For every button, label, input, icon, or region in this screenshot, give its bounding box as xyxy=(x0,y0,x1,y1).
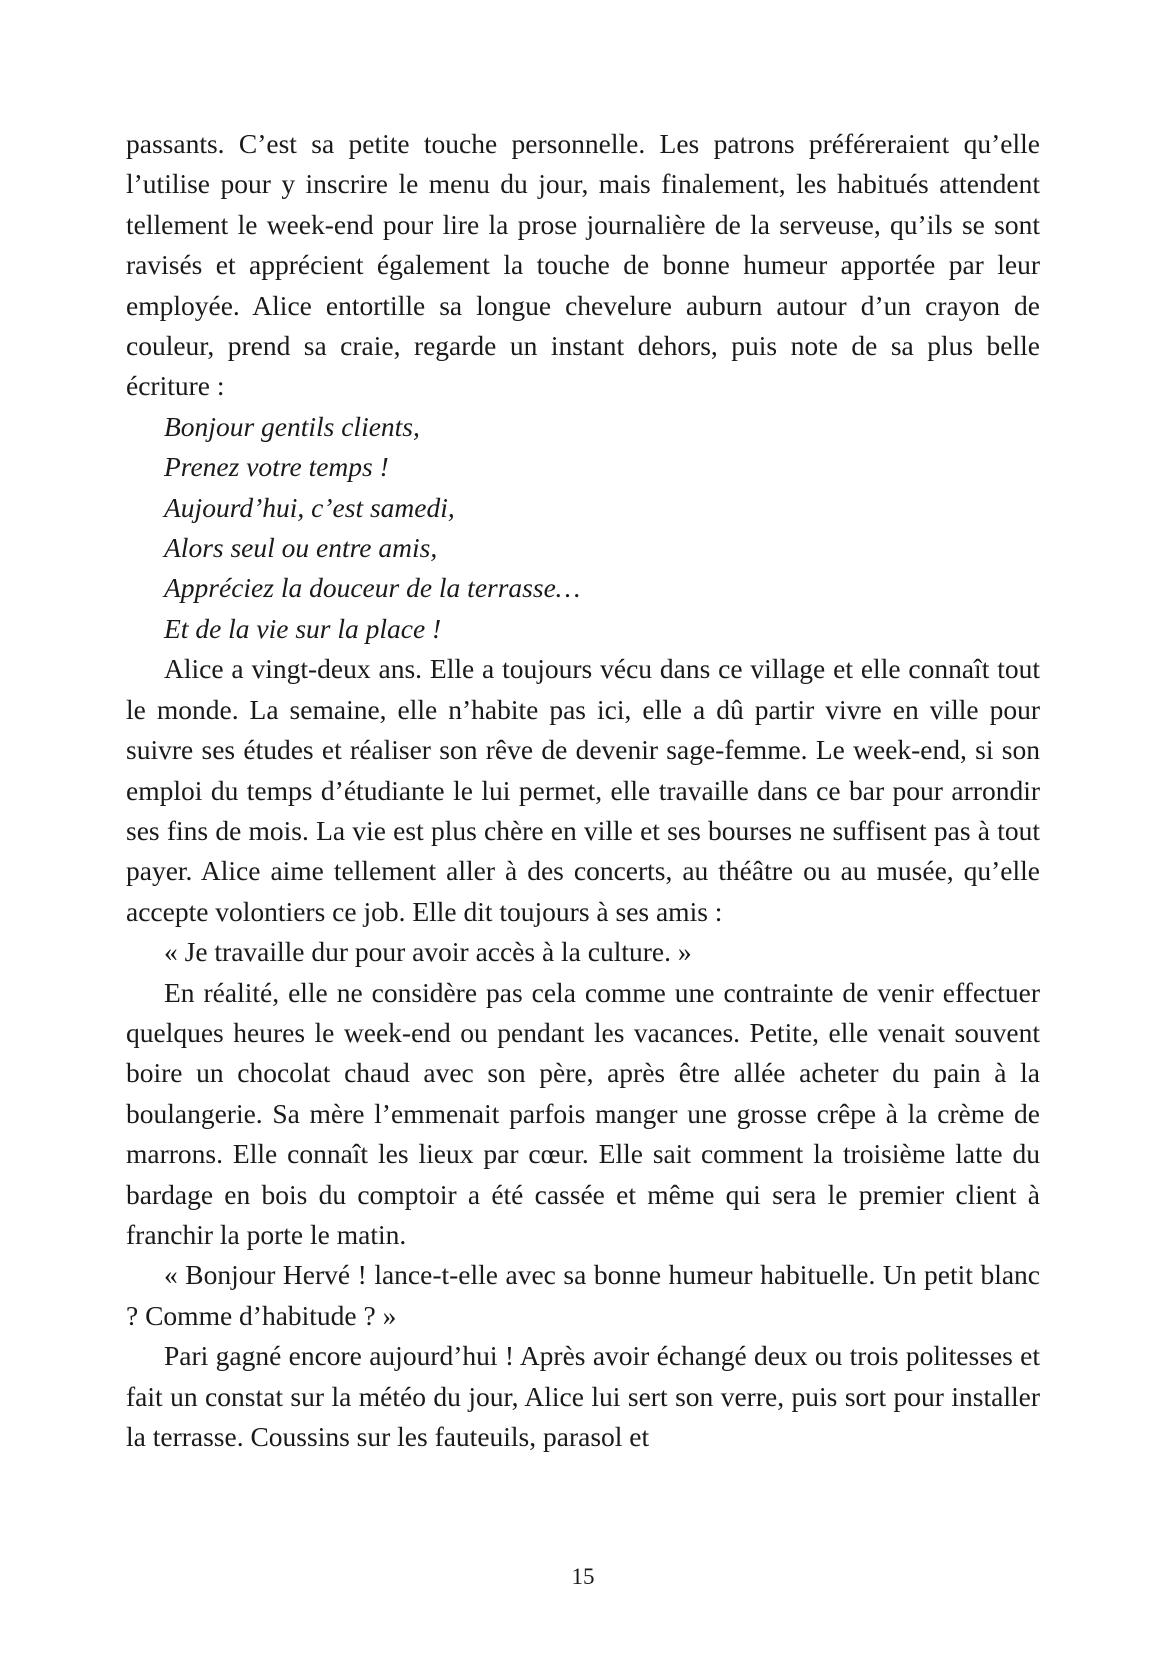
poem-line: Et de la vie sur la place ! xyxy=(164,612,442,644)
paragraph: Pari gagné encore aujourd’hui ! Après avoir échangé deux ou trois politesses et fait un constat sur la météo du jour, Alice lui sert son verre, puis sort pour installer la terrasse. Coussins sur les fauteuils, parasol et xyxy=(126,1340,1040,1452)
poem-line: Prenez votre temps ! xyxy=(164,451,389,483)
paragraph-dialogue: « Bonjour Hervé ! lance-t-elle avec sa bonne humeur habituelle. Un petit blanc ? Comme d’habitude ? » xyxy=(126,1259,1040,1331)
body-text xyxy=(126,124,1040,1457)
paragraph: Alice a vingt-deux ans. Elle a toujours vécu dans ce village et elle connaît tout le monde. La semaine, elle n’habite pas ici, elle a dû partir vivre en ville pour suivre ses études et réaliser son rêve de devenir sage-femme. Le week-end, si son emploi du temps d’étudiante le lui permet, elle travaille dans ce bar pour arrondir ses fins de mois. La vie est plus chère en ville et ses bourses ne suffisent pas à tout payer. Alice aime tellement aller à des concerts, au théâtre ou au musée, qu’elle accepte volontiers ce job. Elle dit toujours à ses amis : xyxy=(126,653,1040,927)
poem-line: Aujourd’hui, c’est samedi, xyxy=(164,491,455,523)
poem-line: Appréciez la douceur de la terrasse… xyxy=(164,572,581,604)
poem-line: Bonjour gentils clients, xyxy=(164,410,420,442)
paragraph-quote: « Je travaille dur pour avoir accès à la culture. » xyxy=(164,936,692,968)
page-number: 15 xyxy=(571,1564,595,1589)
paragraph-continued: passants. C’est sa petite touche personnelle. Les patrons préféreraient qu’elle l’utilise pour y inscrire le menu du jour, mais finalement, les habitués attendent tellement le week-end pour lire la prose journalière de la serveuse, qu’ils se sont ravisés et apprécient également la touche de bonne humeur apportée par leur employée. Alice entortille sa longue chevelure auburn autour d’un crayon de couleur, prend sa craie, regarde un instant dehors, puis note de sa plus belle écriture : xyxy=(126,128,1040,402)
paragraph: En réalité, elle ne considère pas cela comme une contrainte de venir effectuer quelques heures le week-end ou pendant les vacances. Petite, elle venait souvent boire un chocolat chaud avec son père, après être allée acheter du pain à la boulangerie. Sa mère l’emmenait parfois manger une grosse crêpe à la crème de marrons. Elle connaît les lieux par cœur. Elle sait comment la troisième latte du bardage en bois du comptoir a été cassée et même qui sera le premier client à franchir la porte le matin. xyxy=(126,976,1040,1250)
poem-line: Alors seul ou entre amis, xyxy=(164,532,438,564)
